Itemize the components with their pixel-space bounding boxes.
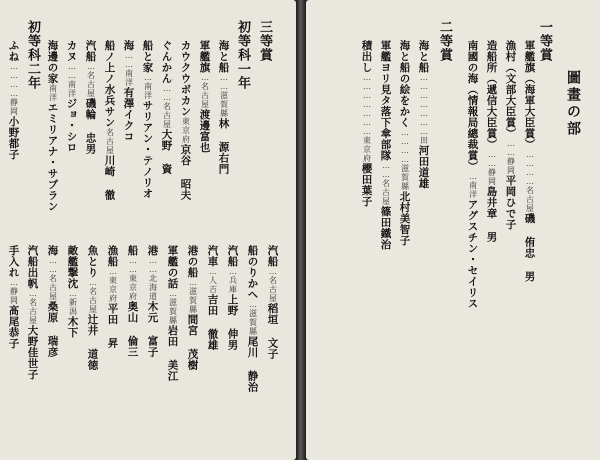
entry-row: 汽船…名古屋稻垣 文子 <box>266 245 279 360</box>
section-heading-third-prize: 三等賞 <box>257 20 272 62</box>
entry-row: 船のりかへ…滋賀縣尾川 静治 <box>246 245 259 393</box>
entry-row: 漁船…東京府平田 昇 <box>106 245 119 349</box>
entry-row: 汽船出帆…名古屋大野佳世子 <box>26 245 39 380</box>
entry-row: カヌ……南洋ジョ・シロ <box>65 40 78 153</box>
entry-row: 海……南洋有澤イクコ <box>122 40 135 142</box>
entry-row: カウクウボカン東京府京谷 昭夫 <box>179 40 192 201</box>
entry-row: 汽車…人吉吉田 徹雄 <box>206 245 219 351</box>
entry-row: 船ノ上ノ水兵サン名古屋川崎 徹 <box>103 40 116 201</box>
entry-row: ぐんかん……名古屋大野 資 <box>160 40 173 175</box>
section-heading-first-prize: 一等賞 <box>537 20 552 62</box>
entry-row: 海と船の絵をかく…………滋賀縣北村美智子 <box>398 40 411 246</box>
section-heading-second-prize: 二等賞 <box>437 20 452 62</box>
entry-row: 軍艦ヨリ見タ落下傘部隊……名古屋篠田鐵治 <box>379 40 392 250</box>
entry-row: 港……北海道木元 富子 <box>146 245 159 358</box>
entry-row: 船と家…南洋サリアン・テノリオ <box>141 40 154 199</box>
entry-row: ふね…………静岡小野都子 <box>7 40 20 160</box>
entry-row: 海邊の家南洋エミリアナ・サブラン <box>46 40 59 212</box>
page-title: 圖畫の部 <box>565 70 581 138</box>
entry-row: 海と船…………………田河田道雄 <box>417 40 430 189</box>
entry-row: 軍艦旗…名古屋渡邊富也 <box>198 40 211 153</box>
entry-row: 魚とり…名古屋辻井 道徳 <box>86 245 99 371</box>
entry-row: 汽船…名古屋磯輪 忠男 <box>84 40 97 155</box>
entry-row: 海と船……滋賀縣林 源右門 <box>217 40 230 175</box>
entry-row: 南國の海（情報局總裁賞）…南洋アグスチン・セイリス <box>466 40 479 309</box>
entry-row: 海……名古屋桑原 瑞彦 <box>46 245 59 358</box>
right-page <box>306 0 600 460</box>
entry-row: 軍艦の話…滋賀縣岩田 美江 <box>166 245 179 382</box>
book-gutter <box>296 0 306 460</box>
entry-row: 敵艦撃沈…新潟木下 <box>66 245 79 338</box>
grade-heading-first-year: 初等科一年 <box>235 20 250 90</box>
entry-row: 手入れ…静岡髙尾恭子 <box>7 245 20 349</box>
entry-row: 汽船…兵庫上野 伸男 <box>226 245 239 351</box>
grade-heading-second-year: 初等科二年 <box>25 20 40 90</box>
entry-row: 港の船…滋賀縣間宮 茂樹 <box>186 245 199 371</box>
entry-row: 漁村（文部大臣賞）……静岡平岡ひで子 <box>504 40 517 230</box>
entry-row: 船……東京府奥山 倫三 <box>126 245 139 358</box>
entry-row: 積出し…………………東京府櫻田葉子 <box>360 40 373 207</box>
entry-row: 軍艦旗（海軍大臣賞）…………名古屋磯 侑忠 男 <box>523 40 536 282</box>
entry-row: 造船所（遞信大臣賞）……静岡島井章 男 <box>485 40 498 243</box>
